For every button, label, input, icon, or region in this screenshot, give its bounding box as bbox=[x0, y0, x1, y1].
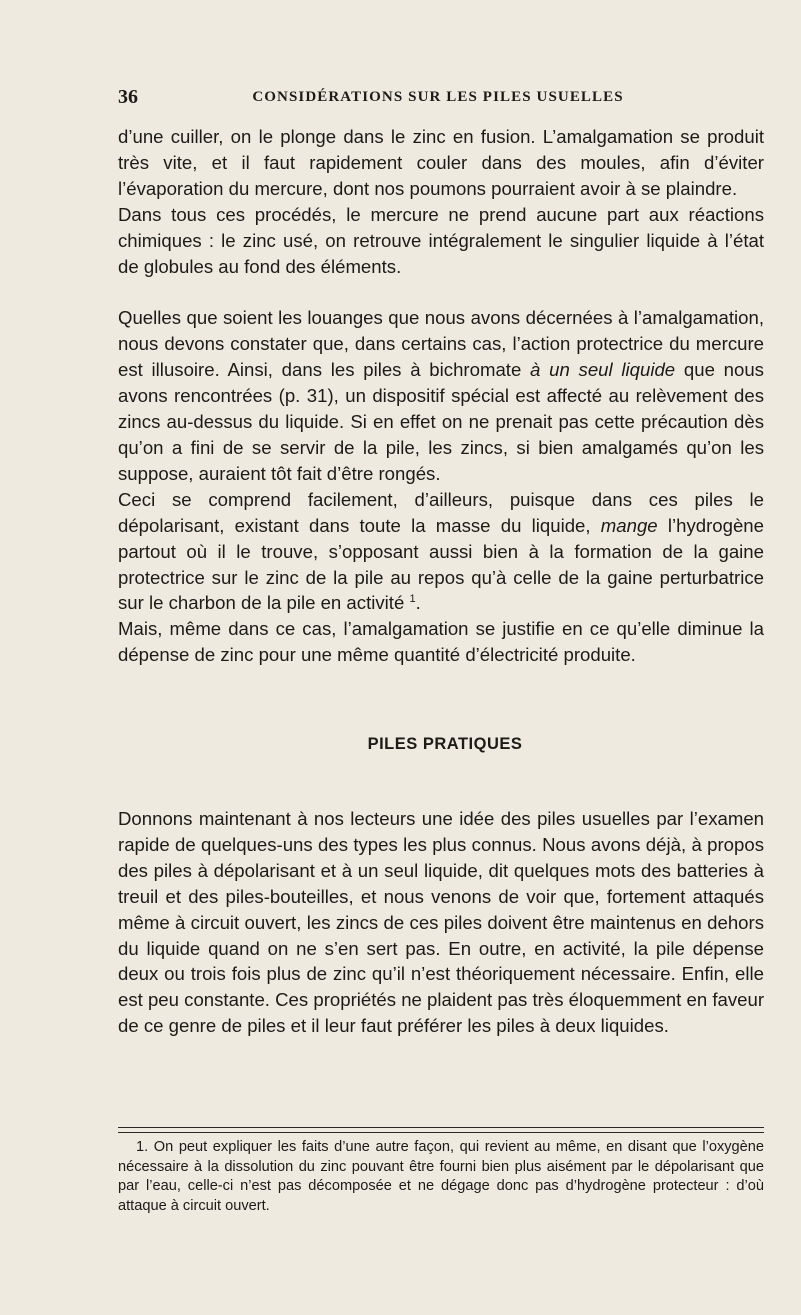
paragraph-illusory-protection bbox=[118, 305, 764, 486]
footnote-text: On peut expliquer les faits d’une autre façon, qui revient au même, en disant que l’oxygène nécessaire à la dissolution du zinc pouvant être fourni bien plus aisément par le dépolarisant que par l’eau, celle-ci n’est pas décomposée et ne dégage donc pas d’hydrogène protecteur : d’où attaque à circuit ouvert. bbox=[118, 1139, 765, 1214]
paragraph-illusory-protection-start: Quelles que soient les louanges que nous avons décernées à l’amalgamation, nous devons constater que, dans certains cas, l’action protectrice du mercure est illusoire. Ainsi, dans les piles à bichromate bbox=[118, 307, 764, 381]
page-header bbox=[118, 86, 758, 112]
footnote-number: 1. bbox=[136, 1139, 149, 1155]
running-title: CONSIDÉRATIONS SUR LES PILES USUELLES bbox=[252, 89, 624, 105]
footnote-reference[interactable]: 1 bbox=[409, 593, 416, 606]
paragraph-mercury-role bbox=[118, 202, 764, 280]
paragraph-practical-piles: Donnons maintenant à nos lecteurs une idée des piles usuelles par l’examen rapide de quelques-uns des types les plus connus. Nous avons déjà, à propos des piles à dépolarisant et à un seul liquide, dit quelques mots des batteries à treuil et des piles-bouteilles, et nous venons de voir que, fortement attaqués même à circuit ouvert, les zincs de ces piles doivent être maintenus en dehors du liquide quand on ne s’en sert pas. En outre, en activité, la pile dépense deux ou trois fois plus de zinc qu’il n’est théoriquement nécessaire. Enfin, elle est peu constante. Ces propriétés ne plaident pas très éloquemment en faveur de ce genre de piles et il leur faut préférer les piles à deux liquides. bbox=[118, 808, 765, 1037]
paragraph-illusory-protection-end: que nous avons rencontrées (p. 31), un dispositif spécial est affecté au relèvement des zincs au-dessus du liquide. Si en effet on ne prenait pas cette précaution dès qu’on a fini de se servir de la pile, les zincs, si bien amalgamés qu’on les suppose, auraient tôt fait d’être rongés. bbox=[118, 359, 764, 484]
paragraph-depolarizer-start: Ceci se comprend facilement, d’ailleurs, puisque dans ces piles le dépolarisant, existant dans toute la masse du liquide, bbox=[118, 488, 764, 536]
section-title: PILES PRATIQUES bbox=[367, 735, 523, 754]
page-number: 36 bbox=[118, 86, 138, 108]
paragraph-depolarizer-end: . bbox=[415, 592, 421, 614]
body-text bbox=[118, 124, 764, 1039]
paragraph-amalgamation-process: d’une cuiller, on le plonge dans le zinc en fusion. L’amalgamation se produit très vite, et il faut rapidement couler dans des moules, afin d’éviter l’évaporation du mercure, dont nos poumons pourraient avoir à se plaindre. bbox=[118, 126, 764, 199]
paragraph-zinc-savings: Mais, même dans ce cas, l’amalgamation se justifie en ce qu’elle diminue la dépense de zinc pour une même quantité d’électricité produite. bbox=[118, 618, 764, 666]
paragraph-mercury-role-text: Dans tous ces procédés, le mercure ne prend aucune part aux réactions chimiques : le zinc usé, on retrouve intégralement le singulier liquide à l’état de globules au fond des éléments. bbox=[118, 203, 764, 277]
italic-phrase-single-liquid: à un seul liquide bbox=[530, 359, 676, 381]
italic-word-mange: mange bbox=[600, 514, 658, 536]
footnote bbox=[118, 1138, 764, 1216]
paragraph-depolarizer-middle: l’hydrogène partout où il le trouve, s’opposant aussi bien à la formation de la gaine protectrice sur le zinc de la pile au repos qu’à celle de la gaine perturbatrice sur le charbon de la pile en activité bbox=[118, 514, 764, 614]
paragraph-depolarizer bbox=[118, 487, 764, 617]
paragraph-gap bbox=[118, 279, 764, 305]
footnote-divider bbox=[118, 1127, 764, 1128]
footnote-divider-thin bbox=[118, 1132, 764, 1133]
footnote-paragraph bbox=[118, 1138, 764, 1216]
